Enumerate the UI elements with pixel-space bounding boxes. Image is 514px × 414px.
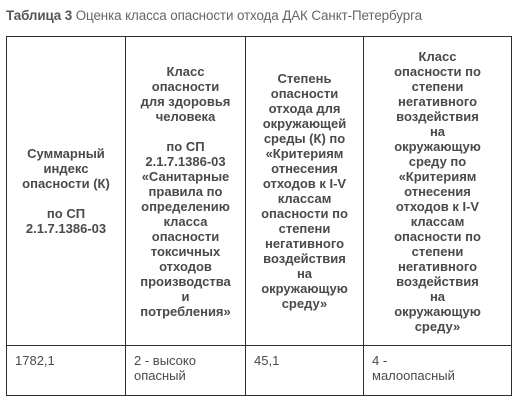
- header-line: опасности (К): [22, 176, 110, 191]
- header-line: среды (К) по: [263, 131, 346, 146]
- header-health-hazard-class: [126, 37, 246, 346]
- header-line: негативного: [397, 93, 478, 109]
- header-line: на: [429, 123, 446, 139]
- header-line: по СП: [46, 206, 86, 221]
- table-header-row: [7, 37, 512, 346]
- header-line: опасности: [270, 86, 339, 101]
- header-line: отходов к I-V: [262, 176, 347, 191]
- header-line: окружающую: [394, 303, 481, 319]
- header-line: воздействия: [396, 108, 479, 124]
- header-line: определению: [141, 198, 230, 214]
- table-row: [7, 346, 512, 396]
- header-line: Класс: [418, 48, 457, 64]
- header-line: среду»: [414, 318, 461, 334]
- header-env-hazard-class: [364, 37, 512, 346]
- table-caption-text: Оценка класса опасности отхода ДАК Санкт-Петербурга: [75, 8, 422, 23]
- cell-health-class: [126, 346, 246, 396]
- header-line: отходов: [159, 258, 212, 274]
- table-caption-label: Таблица 3: [6, 8, 73, 23]
- cell-text: 45,1: [254, 353, 280, 368]
- cell-env-class: [364, 346, 512, 396]
- header-line: потребления»: [140, 303, 231, 319]
- header-line: окружающую: [261, 281, 348, 296]
- header-line: отхода для: [268, 101, 341, 116]
- header-line: воздействия: [396, 273, 479, 289]
- cell-text: опасный: [134, 368, 186, 383]
- header-line: на: [429, 288, 446, 304]
- header-line: для здоровья: [140, 93, 231, 109]
- header-line: степени: [278, 221, 331, 236]
- header-line: окружающей: [262, 116, 347, 131]
- header-line: «Санитарные: [141, 168, 230, 184]
- header-line: воздействия: [263, 251, 346, 266]
- header-line: отнесения: [404, 183, 471, 199]
- header-env-hazard-degree: [246, 37, 364, 346]
- cell-text: 2 - высоко: [134, 353, 196, 368]
- cell-text: малоопасный: [372, 368, 455, 383]
- header-line: токсичных: [150, 243, 221, 259]
- cell-text: 1782,1: [15, 353, 55, 368]
- header-line: класса: [163, 213, 208, 229]
- header-line: среду по: [408, 153, 467, 169]
- header-line: Степень: [277, 71, 332, 86]
- header-line: правила по: [148, 183, 223, 199]
- header-line: среду»: [281, 296, 328, 311]
- header-line: на: [296, 266, 313, 281]
- table-caption: [6, 8, 422, 23]
- header-line: «Критериям: [265, 146, 344, 161]
- header-line: 2.1.7.1386-03: [145, 153, 226, 169]
- header-line: опасности: [151, 78, 220, 94]
- header-line: негативного: [397, 258, 478, 274]
- header-gap: [130, 124, 241, 139]
- header-line: опасности по: [261, 206, 348, 221]
- header-line: отнесения: [271, 161, 338, 176]
- header-line: человека: [155, 108, 216, 124]
- header-line: степени: [411, 243, 464, 259]
- header-total-hazard-index: [7, 37, 126, 346]
- cell-env-degree: [246, 346, 364, 396]
- header-line: опасности: [151, 228, 220, 244]
- header-line: окружающую: [394, 138, 481, 154]
- header-line: отходов к I-V: [395, 198, 480, 214]
- cell-text: 4 -: [372, 353, 388, 368]
- header-line: опасности по: [394, 228, 481, 244]
- header-line: Класс: [166, 63, 205, 79]
- header-line: «Критериям: [398, 168, 477, 184]
- header-line: по СП: [166, 138, 205, 154]
- header-line: классам: [410, 213, 465, 229]
- header-line: Суммарный: [27, 146, 105, 161]
- header-gap: [11, 191, 121, 206]
- header-line: 2.1.7.1386-03: [25, 221, 107, 236]
- header-line: опасности по степени: [394, 63, 481, 94]
- header-line: производства: [140, 273, 231, 289]
- header-line: негативного: [264, 236, 345, 251]
- cell-index-value: [7, 346, 126, 396]
- header-line: и: [181, 288, 190, 304]
- hazard-class-table: [6, 36, 512, 396]
- header-line: индекс: [43, 161, 89, 176]
- header-line: классам: [277, 191, 332, 206]
